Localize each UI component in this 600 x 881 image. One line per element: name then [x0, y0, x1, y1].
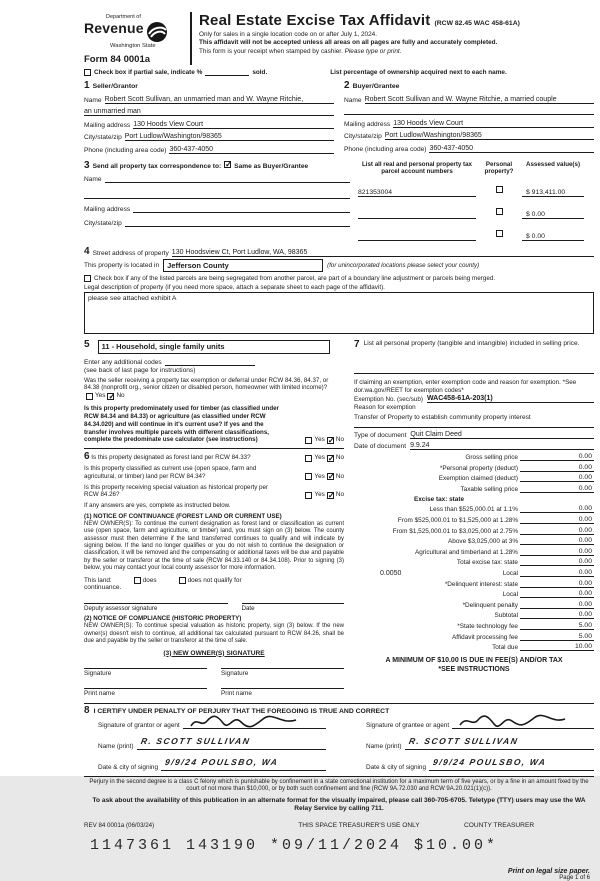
tax-row-exemption-deduct [354, 474, 594, 482]
perjury-notice [84, 776, 594, 813]
q5-no-label: No [335, 491, 344, 498]
grantor-name-field[interactable] [137, 731, 326, 750]
grantee-date-label: Date & city of signing [366, 763, 427, 771]
leader-line [520, 512, 550, 513]
correspondence-blank-field[interactable] [84, 192, 350, 199]
parcel-numbers-header: List all real and personal property tax parcel account numbers [361, 160, 473, 175]
parcel-table [358, 161, 594, 241]
leader-line [520, 481, 550, 482]
alternate-format-note: To ask about the availability of this publication in an alternate format for the visually impaired, please call 360-705-6705. Teletype (TTY) users may use the WA Relay Service by calling 711. [92, 796, 586, 812]
section-correspondence [84, 161, 594, 241]
continuance-label: continuance. [84, 584, 122, 592]
grantor-signature-field[interactable] [183, 720, 326, 729]
signature-label-2: Signature [221, 669, 249, 677]
tax-label-tier3: From $1,525,000.01 to $3,025,000 at 2.75% [392, 527, 518, 535]
form-header [84, 12, 594, 65]
document-type-field[interactable]: Quit Claim Deed [410, 431, 594, 439]
partial-sale-row [84, 69, 594, 76]
q5-yes-label: Yes [314, 491, 325, 498]
does-qualify-checkbox[interactable] [134, 577, 141, 584]
this-land-label: This land: [84, 577, 112, 585]
buyer-heading: Buyer/Grantee [352, 83, 400, 90]
grantor-date-field[interactable] [161, 752, 326, 771]
leader-line [520, 587, 550, 588]
buyer-mailing-field[interactable]: 130 Hoods View Court [393, 120, 594, 128]
q2-yes-checkbox[interactable] [305, 437, 312, 444]
grantor-name-handwriting: R. SCOTT SULLIVAN [139, 735, 251, 746]
tax-value-technology-fee[interactable]: 5.00 [550, 622, 594, 630]
q5-yes-checkbox[interactable] [305, 492, 312, 499]
seller-name-field-2[interactable]: an unmarried man [84, 108, 334, 116]
additional-codes-label: Enter any additional codes [84, 358, 162, 366]
grantee-signature-field[interactable] [452, 720, 594, 729]
land-use-code-select[interactable]: 11 - Household, single family units [98, 340, 330, 354]
section-forest-land [84, 452, 344, 697]
grantee-date-handwriting: 9/9/24 POULSBO, WA [432, 756, 548, 767]
tax-value-tier1[interactable]: 0.00 [550, 505, 594, 513]
notice-continuance-title: (1) NOTICE OF CONTINUANCE (FOREST LAND OR CURRENT USE) [84, 512, 282, 520]
leader-line [520, 471, 550, 472]
seller-city-field[interactable]: Port Ludlow/Washington/98365 [125, 133, 334, 141]
new-owner-print-field-1[interactable] [84, 688, 207, 697]
excise-tax-state-heading: Excise tax: state [413, 495, 465, 503]
reason-for-exemption-field[interactable]: Transfer of Property to establish community property interest [354, 414, 531, 422]
tax-value-tier4[interactable]: 0.00 [550, 537, 594, 545]
tax-row-total-state [354, 558, 594, 566]
seller-phone-field[interactable]: 360-437-4050 [169, 146, 334, 154]
same-as-buyer-checkbox[interactable] [224, 161, 231, 168]
section-5-number: 5 [84, 338, 90, 350]
notice-compliance-body: NEW OWNER(S): To continue special valuation as historic property, sign (3) below. If the new owner(s) doesn't wish to continue, all additional tax calculated pursuant to RCW 84.26, shall be due and payable by the seller or transferor at the time of sale. [84, 623, 344, 645]
exemption-note: If claiming an exemption, enter exemption code and reason for exemption. *See dor.wa.gov/REET for exemption codes* [354, 378, 577, 394]
tax-row-local [354, 569, 594, 577]
grantor-date-label: Date & city of signing [98, 763, 159, 771]
grantor-signature-ink [189, 714, 299, 730]
section-certification [84, 703, 594, 771]
new-owner-signature-field-2[interactable] [221, 668, 344, 677]
personal-property-list-field[interactable] [354, 364, 594, 374]
tax-value-tier2[interactable]: 0.00 [550, 516, 594, 524]
leader-line [520, 492, 550, 493]
deputy-date-label: Date [241, 605, 255, 613]
revenue-logo-icon [146, 21, 168, 43]
leader-line [520, 534, 550, 535]
local-rate-value: 0.0050 [380, 569, 402, 577]
tax-label-delinquent-penalty: *Delinquent penalty [462, 601, 518, 609]
tax-row-agricultural [354, 548, 594, 556]
leader-line [520, 650, 550, 651]
leader-line [520, 597, 550, 598]
perjury-text: Perjury in the second degree is a class C felony which is punishable by confinement in a state correctional institution for a maximum term of five years, or by a fine in an amount fixed by the court of not more than $10,000, or by both such confinement and fine (RCW 9A.72.030 and RCW 9A.20.021(1)(c)). [89, 778, 589, 792]
print-name-label-2: Print name [221, 689, 252, 697]
leader-line [520, 555, 550, 556]
tax-row-total-due [354, 643, 594, 651]
q2-no-checkbox[interactable] [327, 437, 334, 444]
tax-label-delinquent-interest-state: *Delinquent interest: state [444, 580, 518, 588]
personal-property-checkbox-3[interactable] [496, 230, 503, 237]
header-divider [190, 12, 192, 65]
q2-yes-label: Yes [314, 436, 325, 443]
does-not-qualify-checkbox[interactable] [179, 577, 186, 584]
header-note-3-emphasis: Please type or print. [344, 47, 402, 55]
q1-yes-checkbox[interactable] [86, 393, 93, 400]
assessed-value-field-3[interactable]: $ 0.00 [522, 233, 584, 241]
q4-no-checkbox[interactable] [327, 473, 334, 480]
grantee-name-handwriting: R. SCOTT SULLIVAN [407, 735, 519, 746]
section-7-number: 7 [354, 338, 360, 350]
county-treasurer-label: COUNTY TREASURER [464, 821, 535, 829]
personal-property-checkbox-2[interactable] [496, 208, 503, 215]
q4-no-label: No [335, 472, 344, 480]
segregated-label: Check box if any of the listed parcels are being segregated from another parcel, are part of a boundary line adjustment or parcels being merged. [94, 274, 496, 282]
section-seller [84, 81, 334, 154]
document-date-label: Date of document [354, 443, 407, 451]
correspondence-city-field[interactable] [125, 220, 350, 227]
q1-no-label: No [116, 392, 125, 399]
form-title-reference: (RCW 82.45 WAC 458-61A) [434, 20, 520, 27]
exemption-number-label: Exemption No. (sec/sub) [354, 395, 423, 403]
tax-value-delinquent-penalty[interactable]: 0.00 [550, 601, 594, 609]
correspondence-name-label: Name [84, 175, 102, 183]
buyer-phone-label: Phone (including area code) [344, 145, 427, 153]
tax-value-total-due[interactable]: 10.00 [550, 643, 594, 651]
correspondence-mailing-field[interactable] [133, 206, 350, 213]
deputy-assessor-label: Deputy assessor signature [84, 605, 158, 613]
section-5-divider [84, 448, 344, 449]
seller-city-label: City/state/zip [84, 134, 122, 141]
tax-label-tier4: Above $3,025,000 at 3% [448, 538, 518, 546]
leader-line [520, 565, 550, 566]
exemption-deferral-question: Was the seller receiving a property tax exemption or deferral under RCW 84.36, 84.37, or 84.38 (nonprofit org., senior citizen or disabled person, homeowner with limited income)? [84, 376, 329, 392]
new-owner-signature-title: (3) NEW OWNER(S) SIGNATURE [163, 649, 265, 657]
grantor-date-handwriting: 9/9/24 POULSBO, WA [164, 756, 280, 767]
leader-line [520, 523, 550, 524]
form-title: Real Estate Excise Tax Affidavit [199, 12, 431, 29]
grantee-signature-label: Signature of grantee or agent [366, 721, 450, 729]
agency-name: Revenue [84, 20, 144, 36]
footer-row [84, 822, 594, 829]
tax-label-local: Local [502, 569, 518, 577]
seller-name-label: Name [84, 96, 102, 104]
personal-property-checkbox-1[interactable] [496, 186, 503, 193]
partial-sale-percent-field[interactable] [205, 75, 249, 76]
q4-yes-checkbox[interactable] [305, 473, 312, 480]
signature-label-1: Signature [84, 669, 112, 677]
seller-heading: Seller/Grantor [92, 83, 138, 90]
tax-label-agricultural: Agricultural and timberland at 1.28% [414, 548, 518, 556]
tax-row-tier2 [354, 516, 594, 524]
treasurer-stamp: 1147361 143190 *09/11/2024 $10.00* [90, 836, 499, 854]
header-note-3: This form is your receipt when stamped by cashier. [199, 47, 345, 55]
grantee-signature-block [352, 718, 594, 771]
assessed-value-field-2[interactable]: $ 0.00 [522, 211, 584, 219]
parcel-row-3 [358, 223, 594, 241]
tax-label-gross: Gross selling price [465, 454, 518, 462]
section-use-code [84, 340, 344, 450]
reason-for-exemption-label: Reason for exemption [354, 403, 416, 411]
located-in-label: This property is located in [84, 261, 160, 269]
correspondence-city-label: City/state/zip [84, 219, 122, 227]
tax-value-personal-deduct[interactable]: 0.00 [550, 464, 594, 472]
leader-line [520, 576, 550, 577]
parcel-number-field[interactable]: 821353004 [358, 189, 476, 197]
partial-sale-label: Check box if partial sale, indicate % [94, 69, 203, 76]
tax-value-delinquent-interest-local[interactable]: 0.00 [550, 590, 594, 598]
tax-row-taxable [354, 485, 594, 493]
tax-value-taxable[interactable]: 0.00 [550, 485, 594, 493]
current-use-question: Is this property classified as current use (open space, farm and agricultural, or timber) land per RCW 84.34? [84, 465, 257, 480]
seller-name-field[interactable]: Robert Scott Sullivan, an unmarried man and W. Wayne Ritchie, [105, 96, 334, 104]
tax-label-technology-fee: *State technology fee [457, 622, 518, 630]
correspondence-name-field[interactable] [105, 176, 350, 183]
section-4-number: 4 [84, 245, 90, 257]
new-owner-signature-field-1[interactable] [84, 668, 207, 677]
section-property [84, 247, 594, 334]
tax-label-total-state: Total excise tax: state [456, 559, 518, 567]
tax-label-delinquent-interest-local: Local [502, 591, 518, 599]
leader-line [520, 629, 550, 630]
q5-no-checkbox[interactable] [327, 492, 334, 499]
print-legal-note: Print on legal size paper. [507, 867, 590, 875]
minimum-due-note: A MINIMUM OF $10.00 IS DUE IN FEE(S) AND/OR TAX [385, 657, 563, 665]
tax-label-taxable: Taxable selling price [460, 485, 518, 493]
tax-row-tier3 [354, 527, 594, 535]
sold-label: sold. [252, 69, 268, 76]
exemption-number-field[interactable]: WAC458-61A-203(1) [427, 395, 594, 403]
tax-row-tier4 [354, 537, 594, 545]
leader-line [520, 544, 550, 545]
parcel-row-1 [358, 179, 594, 197]
forest-land-question: Is this property designated as forest land per RCW 84.33? [91, 454, 251, 461]
tax-value-processing-fee[interactable]: 5.00 [550, 633, 594, 641]
leader-line [520, 618, 550, 619]
tax-value-agricultural[interactable]: 0.00 [550, 548, 594, 556]
parcel-number-field-3[interactable] [358, 233, 476, 241]
q2-no-label: No [335, 436, 344, 443]
tax-label-tier2: From $525,000.01 to $1,525,000 at 1.28% [397, 516, 518, 524]
tax-label-processing-fee: Affidavit processing fee [452, 633, 518, 641]
tax-row-subtotal [354, 611, 594, 619]
rev-number: REV 84 0001a (06/03/24) [84, 821, 155, 829]
section-3-number: 3 [84, 159, 90, 171]
q3-yes-label: Yes [314, 454, 325, 461]
seller-phone-label: Phone (including area code) [84, 146, 167, 154]
assessed-value-field-1[interactable]: $ 913,411.00 [522, 189, 584, 197]
tax-label-subtotal: Subtotal [494, 612, 518, 620]
q3-yes-checkbox[interactable] [305, 455, 312, 462]
seller-mailing-label: Mailing address [84, 121, 131, 129]
header-note-2: This affidavit will not be accepted unless all areas on all pages are fully and accurately completed. [199, 39, 498, 46]
historical-property-question: Is this property receiving special valuation as historical property per RCW 84.26? [84, 483, 268, 499]
grantor-signature-block [84, 718, 326, 771]
tax-label-tier1: Less than $525,000.01 at 1.1% [429, 506, 518, 514]
tax-row-delinquent-penalty [354, 601, 594, 609]
header-note-1: Only for sales in a single location code on or after July 1, 2024. [199, 30, 377, 38]
buyer-mailing-label: Mailing address [344, 120, 391, 128]
agency-subtitle: Washington State [110, 43, 156, 49]
grantee-name-label: Name (print) [366, 742, 402, 750]
buyer-name-field[interactable]: Robert Scott Sullivan and W. Wayne Ritchie, a married couple [365, 96, 594, 104]
section-8-number: 8 [84, 704, 90, 716]
deputy-assessor-signature-field[interactable] [84, 603, 228, 612]
q4-yes-label: Yes [314, 472, 325, 480]
tax-label-exemption-deduct: Exemption claimed (deduct) [438, 475, 518, 483]
tax-value-total-state[interactable]: 0.00 [550, 558, 594, 566]
seller-mailing-field[interactable]: 130 Hoods View Court [133, 121, 334, 129]
located-note: (for unincorporated locations please select your county) [327, 261, 480, 269]
section-2-number: 2 [344, 80, 350, 91]
timber-agriculture-question: Is this property predominately used for timber (as classified under RCW 84.34 and 84.33) or agriculture (as classified under RCW 84.34.020) and will continue in it's current use? If yes and the transfer involves multiple parcels with different classifications, complete the predominate use calculator (see instructions) [84, 405, 279, 444]
tax-row-delinquent-interest-state [354, 580, 594, 588]
grantee-signature-ink [458, 714, 568, 730]
buyer-name-label: Name [344, 96, 362, 104]
buyer-name-field-2[interactable] [344, 108, 594, 115]
personal-property-header: Personal property? [484, 160, 514, 175]
tax-row-delinquent-interest-local [354, 590, 594, 598]
section-6-number: 6 [84, 451, 90, 462]
tax-label-personal-deduct: *Personal property (deduct) [439, 464, 518, 472]
section-buyer [344, 81, 594, 154]
partial-sale-checkbox[interactable] [84, 69, 91, 76]
tax-value-subtotal[interactable]: 0.00 [550, 611, 594, 619]
buyer-city-label: City/state/zip [344, 133, 382, 140]
correspondence-mailing-label: Mailing address [84, 205, 131, 213]
does-label: does [142, 577, 157, 585]
tax-value-delinquent-interest-state[interactable]: 0.00 [550, 580, 594, 588]
grantor-signature-label: Signature of grantor or agent [98, 721, 180, 729]
q1-no-checkbox[interactable] [107, 393, 114, 400]
grantee-date-field[interactable] [429, 752, 594, 771]
buyer-city-field[interactable]: Port Ludlow/Washington/98365 [385, 132, 594, 140]
legal-description-field[interactable]: please see attached exhibit A [84, 292, 594, 334]
document-date-field[interactable]: 9.9.24 [410, 442, 594, 450]
tax-value-gross[interactable]: 0.00 [550, 453, 594, 461]
buyer-phone-field[interactable]: 360-437-4050 [429, 145, 594, 153]
tax-label-total-due: Total due [492, 644, 518, 652]
section-1-number: 1 [84, 80, 90, 91]
agency-block [84, 12, 186, 65]
tax-row-gross [354, 453, 594, 461]
new-owner-print-field-2[interactable] [221, 688, 344, 697]
tax-value-exemption-deduct[interactable]: 0.00 [550, 474, 594, 482]
street-address-label: Street address of property [92, 249, 169, 257]
parcel-row-2 [358, 201, 594, 219]
deputy-date-field[interactable] [242, 603, 345, 612]
treasurer-space-label: THIS SPACE TREASURER'S USE ONLY [298, 821, 420, 829]
form-number: Form 84 0001a [84, 54, 151, 65]
tax-row-processing-fee [354, 633, 594, 641]
q1-yes-label: Yes [95, 392, 106, 399]
personal-property-heading: List all personal property (tangible and intangible) included in selling price. [363, 339, 580, 347]
see-instructions-note: *SEE INSTRUCTIONS [438, 666, 510, 674]
additional-codes-note: (see back of last page for instructions) [84, 366, 196, 374]
additional-codes-field[interactable] [165, 359, 255, 366]
parcel-number-field-2[interactable] [358, 211, 476, 219]
excise-tax-table [354, 453, 594, 674]
assessed-value-header: Assessed value(s) [526, 160, 580, 168]
leader-line [520, 608, 550, 609]
tax-row-technology-fee [354, 622, 594, 630]
tax-value-tier3[interactable]: 0.00 [550, 527, 594, 535]
does-not-label: does not qualify for [187, 577, 242, 585]
grantor-name-label: Name (print) [98, 742, 134, 750]
street-address-field[interactable]: 130 Hoodsview Ct, Port Ludlow, WA, 98365 [172, 249, 594, 257]
legal-description-label: Legal description of property (if you need more space, attach a separate sheet to each page of the affidavit). [84, 283, 385, 291]
if-yes-instruction: If any answers are yes, complete as instructed below. [84, 502, 231, 509]
section-personal-property [354, 340, 594, 451]
document-type-label: Type of document [354, 432, 407, 440]
q3-no-label: No [335, 454, 344, 461]
tax-row-personal-deduct [354, 464, 594, 472]
agency-top-label: Department of [106, 14, 141, 20]
leader-line [520, 640, 550, 641]
notice-continuance-body: NEW OWNER(S): To continue the current designation as forest land or classification as current use (open space, farm and agriculture, or timber) land, you must sign on (3) below. The county assessor must then determine if the land transferred continues to qualify and will indicate by signing below. If the land no longer qualifies or you do not wish to continue the designation or classification, it will be removed and the compensating or additional taxes will be due and payable by the seller or transferor at the time of sale (RCW 84.33.140 or 84.34.108). Prior to signing (3) below, you may contact your local county assessor for more information. [84, 520, 344, 571]
leader-line [520, 460, 550, 461]
tax-value-local[interactable]: 0.00 [550, 569, 594, 577]
q3-no-checkbox[interactable] [327, 455, 334, 462]
correspondence-heading: Send all property tax correspondence to: [92, 162, 222, 170]
ownership-note: List percentage of ownership acquired next to each name. [330, 69, 507, 76]
section-7-divider [354, 427, 594, 428]
page-number: Page 1 of 6 [559, 874, 590, 881]
tax-row-tier1 [354, 505, 594, 513]
certify-statement: I CERTIFY UNDER PENALTY OF PERJURY THAT THE FOREGOING IS TRUE AND CORRECT [93, 707, 390, 715]
segregated-checkbox[interactable] [84, 275, 91, 282]
same-as-buyer-label: Same as Buyer/Grantee [234, 162, 309, 170]
county-select[interactable]: Jefferson County [163, 259, 323, 272]
grantee-name-field[interactable] [405, 731, 594, 750]
notice-compliance-title: (2) NOTICE OF COMPLIANCE (HISTORIC PROPERTY) [84, 615, 242, 623]
print-name-label-1: Print name [84, 689, 115, 697]
